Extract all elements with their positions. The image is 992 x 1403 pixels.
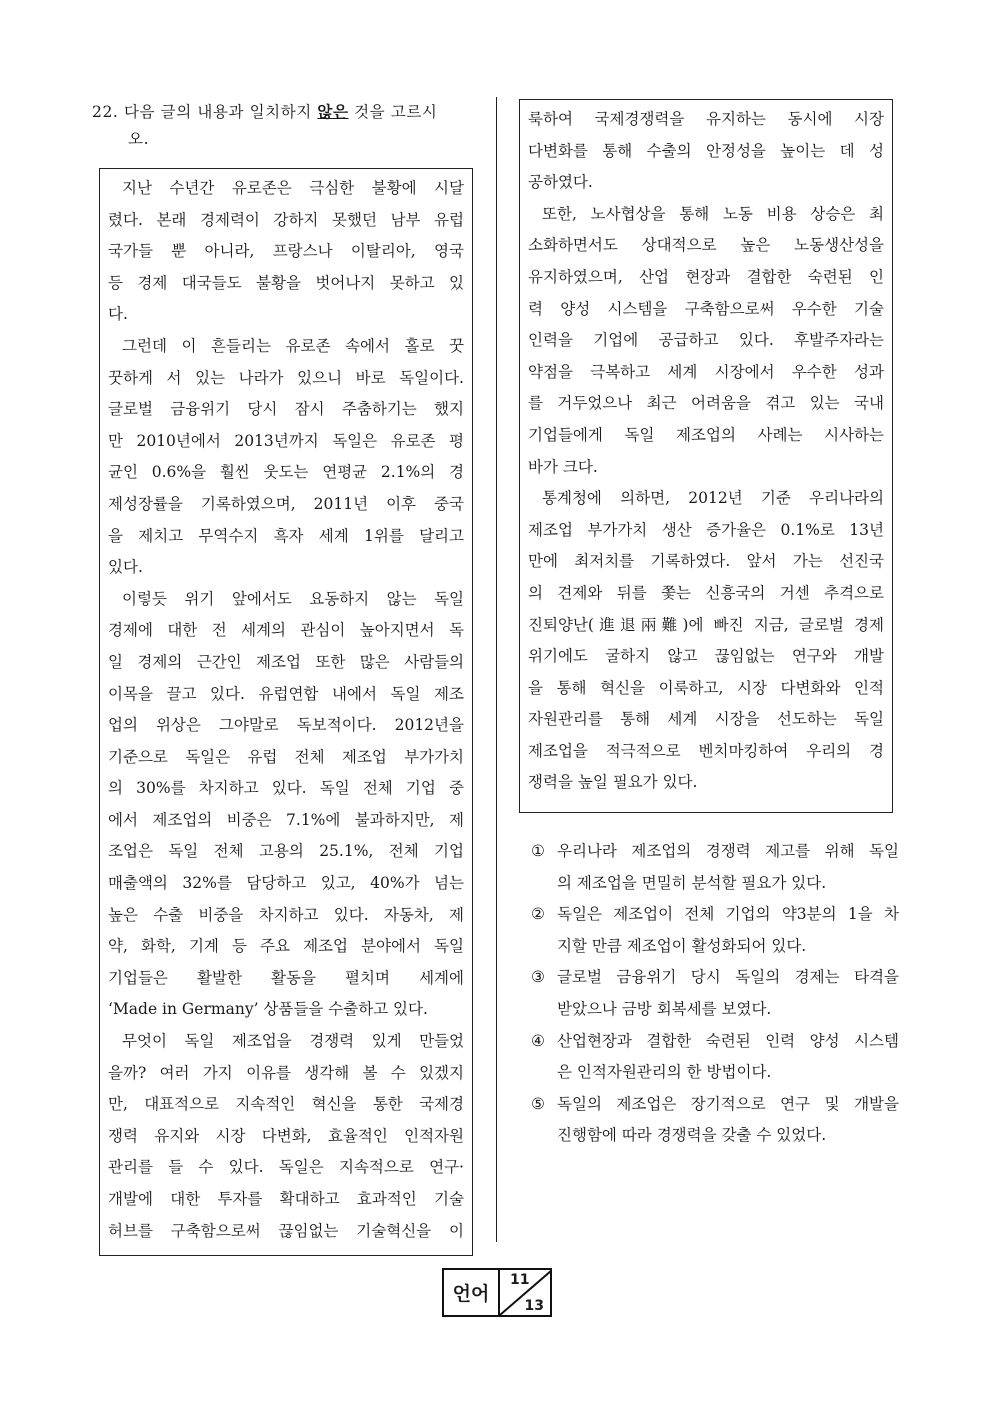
passage-line: 제조업 부가가치 생산 증가율은 0.1%로 13년 [528, 520, 884, 539]
passage-line: 공하였다. [528, 173, 593, 192]
passage-line: 을 통해 혁신을 이룩하고, 시장 다변화와 인적 [528, 678, 884, 697]
passage-line: ‘Made in Germany’ 상품들을 수출하고 있다. [108, 1000, 428, 1019]
passage-line: 의 견제와 뒤를 쫓는 신흥국의 거센 추격으로 [528, 583, 884, 602]
passage-line: 국가들 뿐 아니라, 프랑스나 이탈리아, 영국 [108, 242, 464, 261]
question-stem [92, 98, 477, 153]
passage-line: 개발에 대한 투자를 확대하고 효과적인 기술 [108, 1190, 464, 1208]
passage-line: 지난 수년간 유로존은 극심한 불황에 시달 [122, 179, 464, 197]
passage-line: 을 제치고 무역수지 흑자 세계 1위를 달리고 [108, 526, 464, 545]
passage-line: 을까? 여러 가지 이유를 생각해 볼 수 있겠지 [108, 1063, 464, 1082]
passage-line: 쟁력 유지와 시장 다변화, 효율적인 인적자원 [108, 1126, 464, 1145]
passage-line: 룩하여 국제경쟁력을 유지하는 동시에 시장 [528, 110, 884, 128]
passage-line: 제성장률을 기록하였으며, 2011년 이후 중국 [108, 494, 464, 513]
passage-line: 이목을 끌고 있다. 유럽연합 내에서 독일 제조 [108, 684, 464, 703]
question-text-before: 다음 글의 내용과 일치하지 [118, 103, 318, 121]
passage-line: 높은 수출 비중을 차지하고 있다. 자동차, 제 [108, 905, 464, 924]
passage-line: 등 경제 대국들도 불황을 벗어나지 못하고 있 [108, 273, 464, 292]
choice-text-line: 은 인적자원관리의 한 방법이다. [557, 1063, 772, 1082]
passage-line: 바가 크다. [528, 457, 598, 476]
question-number: 22. [92, 103, 119, 121]
passage-line: 있다. [108, 558, 143, 577]
choice-text-line: 산업현장과 결합한 숙련된 인력 양성 시스템 [557, 1031, 899, 1050]
passage-box-right [519, 99, 893, 813]
passage-line: 유지하였으며, 산업 현장과 결합한 숙련된 인 [528, 267, 884, 286]
passage-line: 위기에도 굴하지 않고 끊임없는 연구와 개발 [528, 647, 884, 666]
passage-line: 또한, 노사협상을 통해 노동 비용 상승은 최 [542, 204, 884, 223]
passage-box-left [99, 168, 473, 1256]
answer-choice-1[interactable] [531, 836, 899, 899]
choice-text-line: 진행함에 따라 경쟁력을 갖출 수 있었다. [557, 1126, 827, 1145]
choice-text-line: 독일은 제조업이 전체 기업의 약3분의 1을 차 [557, 905, 899, 924]
question-text-after: 것을 고르시 [348, 103, 438, 121]
passage-line: 에서 제조업의 비중은 7.1%에 불과하지만, 제 [108, 810, 464, 829]
passage-line: 기업들은 활발한 활동을 펼치며 세계에 [108, 968, 464, 987]
page-fraction [500, 1270, 550, 1315]
question-emphasis: 않은 [317, 102, 349, 121]
passage-line: 다. [108, 305, 128, 324]
passage-line: 관리를 들 수 있다. 독일은 지속적으로 연구· [108, 1158, 464, 1177]
passage-line: 만 2010년에서 2013년까지 독일은 유로존 평 [108, 431, 464, 450]
choice-text-line: 독일의 제조업은 장기적으로 연구 및 개발을 [557, 1094, 899, 1113]
choice-marker: ③ [531, 968, 545, 987]
choice-marker: ④ [531, 1031, 545, 1050]
column-divider [496, 97, 497, 1242]
passage-line: 기준으로 독일은 유럽 전체 제조업 부가가치 [108, 747, 464, 766]
answer-choice-3[interactable] [531, 962, 899, 1025]
passage-line: 경제에 대한 전 세계의 관심이 높아지면서 독 [108, 621, 464, 640]
choice-marker: ⑤ [531, 1094, 545, 1113]
passage-line: 일 경제의 근간인 제조업 또한 많은 사람들의 [108, 652, 464, 671]
answer-choice-4[interactable] [531, 1026, 899, 1089]
passage-line: 기업들에게 독일 제조업의 사례는 시사하는 [528, 425, 884, 444]
passage-line: 진퇴양난(進退兩難)에 빠진 지금, 글로벌 경제 [528, 615, 884, 634]
passage-line: 를 거두었으나 최근 어려움을 겪고 있는 국내 [528, 394, 884, 413]
passage-line: 그런데 이 흔들리는 유로존 속에서 홀로 꿋 [122, 336, 464, 355]
choice-text-line: 우리나라 제조업의 경쟁력 제고를 위해 독일 [557, 842, 899, 860]
passage-line: 업의 위상은 그야말로 독보적이다. 2012년을 [108, 716, 464, 735]
passage-line: 허브를 구축함으로써 끊임없는 기술혁신을 이 [108, 1221, 464, 1240]
passage-line: 쟁력을 높일 필요가 있다. [528, 773, 698, 792]
passage-line: 소화하면서도 상대적으로 높은 노동생산성을 [528, 236, 884, 255]
passage-line: 무엇이 독일 제조업을 경쟁력 있게 만들었 [122, 1032, 464, 1051]
choice-text-line: 지할 만큼 제조업이 활성화되어 있다. [557, 936, 807, 955]
answer-choice-2[interactable] [531, 899, 899, 962]
subject-label: 언어 [444, 1270, 500, 1315]
question-continuation: 오. [128, 130, 150, 148]
passage-line: 통계청에 의하면, 2012년 기준 우리나라의 [542, 489, 884, 508]
passage-line: 매출액의 32%를 담당하고 있고, 40%가 넘는 [108, 874, 464, 893]
passage-line: 만, 대표적으로 지속적인 혁신을 통한 국제경 [108, 1095, 464, 1114]
passage-line: 약점을 극복하고 세계 시장에서 우수한 성과 [528, 362, 884, 381]
page-current: 11 [510, 1272, 530, 1288]
answer-choice-5[interactable] [531, 1089, 899, 1152]
passage-line: 제조업을 적극적으로 벤치마킹하여 우리의 경 [528, 741, 884, 760]
passage-line: 균인 0.6%을 훨씬 웃도는 연평균 2.1%의 경 [108, 463, 464, 482]
choice-text-line: 글로벌 금융위기 당시 독일의 경제는 타격을 [557, 968, 899, 987]
page-total: 13 [524, 1298, 544, 1314]
passage-line: 약, 화학, 기계 등 주요 제조업 분야에서 독일 [108, 937, 464, 956]
choice-text-line: 의 제조업을 면밀히 분석할 필요가 있다. [557, 873, 827, 892]
passage-line: 조업은 독일 전체 고용의 25.1%, 전체 기업 [108, 842, 464, 861]
passage-line: 력 양성 시스템을 구축함으로써 우수한 기술 [528, 299, 884, 318]
page-indicator [442, 1268, 552, 1317]
passage-line: 글로벌 금융위기 당시 잠시 주춤하기는 했지 [108, 400, 464, 419]
passage-line: 렸다. 본래 경제력이 강하지 못했던 남부 유럽 [108, 210, 464, 229]
choice-marker: ① [531, 842, 545, 860]
passage-line: 꿋하게 서 있는 나라가 있으니 바로 독일이다. [108, 368, 464, 387]
choice-text-line: 받았으나 금방 회복세를 보였다. [557, 999, 772, 1018]
passage-line: 의 30%를 차지하고 있다. 독일 전체 기업 중 [108, 779, 464, 798]
passage-line: 자원관리를 통해 세계 시장을 선도하는 독일 [528, 710, 884, 729]
answer-choices [531, 836, 899, 1152]
choice-marker: ② [531, 905, 545, 924]
passage-line: 인력을 기업에 공급하고 있다. 후발주자라는 [528, 331, 884, 350]
passage-line: 만에 최저치를 기록하였다. 앞서 가는 선진국 [528, 552, 884, 571]
passage-line: 이렇듯 위기 앞에서도 요동하지 않는 독일 [122, 589, 464, 608]
passage-line: 다변화를 통해 수출의 안정성을 높이는 데 성 [528, 141, 884, 160]
